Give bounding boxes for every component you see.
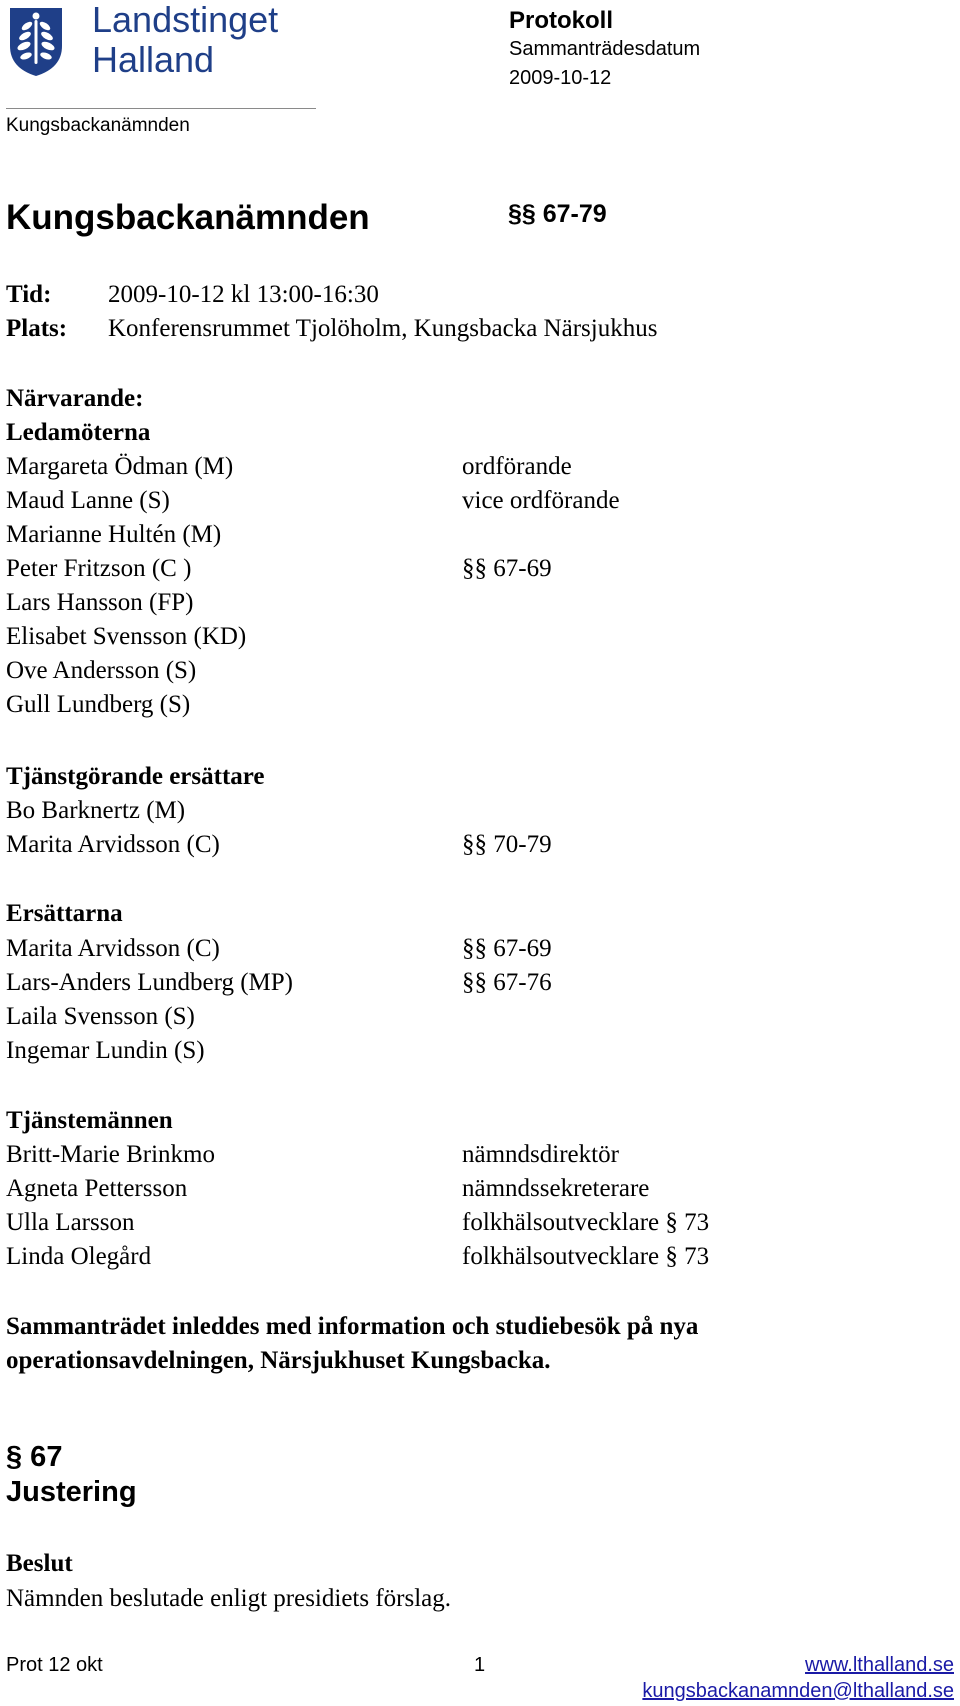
logo-wordmark: [92, 0, 278, 80]
list-item: [6, 450, 572, 484]
list-item: [6, 552, 552, 586]
official-name: Agneta Pettersson: [6, 1175, 188, 1202]
intro-line-2: operationsavdelningen, Närsjukhuset Kungsbacka.: [6, 1347, 551, 1374]
doc-type: Protokoll: [509, 7, 614, 34]
deputy-note: §§ 70-79: [462, 831, 552, 858]
member-name: Margareta Ödman (M): [6, 453, 234, 480]
list-item: [6, 1034, 205, 1068]
list-item: [6, 1172, 650, 1206]
header-org-name: Kungsbackanämnden: [6, 115, 190, 136]
list-item: [6, 828, 552, 862]
member-name: Gull Lundberg (S): [6, 691, 191, 718]
member-name: Ove Andersson (S): [6, 657, 197, 684]
official-name: Britt-Marie Brinkmo: [6, 1141, 215, 1168]
date-label: Sammanträdesdatum: [509, 38, 701, 60]
paragraph-range: §§ 67-79: [508, 200, 607, 228]
deputy-note: §§ 67-69: [462, 935, 552, 962]
official-role: nämndsdirektör: [462, 1141, 619, 1168]
meeting-time-row: [6, 278, 379, 312]
place-label: Plats:: [6, 315, 68, 342]
logo-line-2: Halland: [92, 39, 215, 80]
deputy-name: Marita Arvidsson (C): [6, 831, 220, 858]
list-item: [6, 518, 221, 552]
footer-page-number: 1: [474, 1654, 486, 1676]
list-item: [6, 1138, 619, 1172]
meeting-date: 2009-10-12: [509, 67, 612, 89]
serving-deputies-heading: Tjänstgörande ersättare: [6, 763, 265, 790]
deputy-name: Lars-Anders Lundberg (MP): [6, 969, 293, 996]
officials-heading: Tjänstemännen: [6, 1107, 173, 1134]
member-name: Maud Lanne (S): [6, 487, 170, 514]
deputy-name: Laila Svensson (S): [6, 1003, 195, 1030]
deputy-name: Marita Arvidsson (C): [6, 935, 220, 962]
page-title: Kungsbackanämnden: [6, 198, 370, 237]
intro-line-1: Sammanträdet inleddes med information och studiebesök på nya: [6, 1313, 699, 1340]
logo-line-1: Landstinget: [92, 0, 279, 40]
list-item: [6, 620, 246, 654]
members-heading: Ledamöterna: [6, 419, 151, 446]
member-name: Elisabet Svensson (KD): [6, 623, 247, 650]
official-role: folkhälsoutvecklare § 73: [462, 1243, 710, 1270]
list-item: [6, 794, 185, 828]
footer-website-link[interactable]: www.lthalland.se: [805, 1654, 954, 1676]
deputy-name: Bo Barknertz (M): [6, 797, 186, 824]
member-note: §§ 67-69: [462, 555, 552, 582]
decision-text: Nämnden beslutade enligt presidiets förslag.: [6, 1585, 452, 1612]
list-item: [6, 484, 620, 518]
list-item: [6, 932, 552, 966]
meeting-place-row: [6, 312, 658, 346]
list-item: [6, 654, 196, 688]
footer-protocol: Prot 12 okt: [6, 1654, 103, 1676]
deputy-name: Ingemar Lundin (S): [6, 1037, 205, 1064]
member-name: Marianne Hultén (M): [6, 521, 222, 548]
paragraph-title: Justering: [6, 1476, 137, 1508]
time-value: 2009-10-12 kl 13:00-16:30: [108, 281, 379, 308]
place-value: Konferensrummet Tjolöholm, Kungsbacka Närsjukhus: [108, 315, 658, 342]
attendance-heading: Närvarande:: [6, 385, 144, 412]
footer-email-link[interactable]: kungsbackanamnden@lthalland.se: [642, 1680, 954, 1702]
member-name: Peter Fritzson (C ): [6, 555, 192, 582]
decision-heading: Beslut: [6, 1550, 73, 1577]
header-divider: [6, 108, 316, 109]
list-item: [6, 586, 194, 620]
paragraph-number: § 67: [6, 1441, 63, 1473]
official-name: Ulla Larsson: [6, 1209, 135, 1236]
time-label: Tid:: [6, 281, 52, 308]
list-item: [6, 1240, 710, 1274]
member-name: Lars Hansson (FP): [6, 589, 194, 616]
list-item: [6, 1000, 195, 1034]
deputies-heading: Ersättarna: [6, 900, 123, 927]
landstinget-halland-logo-icon: [6, 6, 66, 78]
list-item: [6, 966, 552, 1000]
list-item: [6, 688, 190, 722]
deputy-note: §§ 67-76: [462, 969, 552, 996]
official-role: nämndssekreterare: [462, 1175, 650, 1202]
list-item: [6, 1206, 710, 1240]
member-note: ordförande: [462, 453, 572, 480]
member-note: vice ordförande: [462, 487, 620, 514]
official-name: Linda Olegård: [6, 1243, 152, 1270]
official-role: folkhälsoutvecklare § 73: [462, 1209, 710, 1236]
